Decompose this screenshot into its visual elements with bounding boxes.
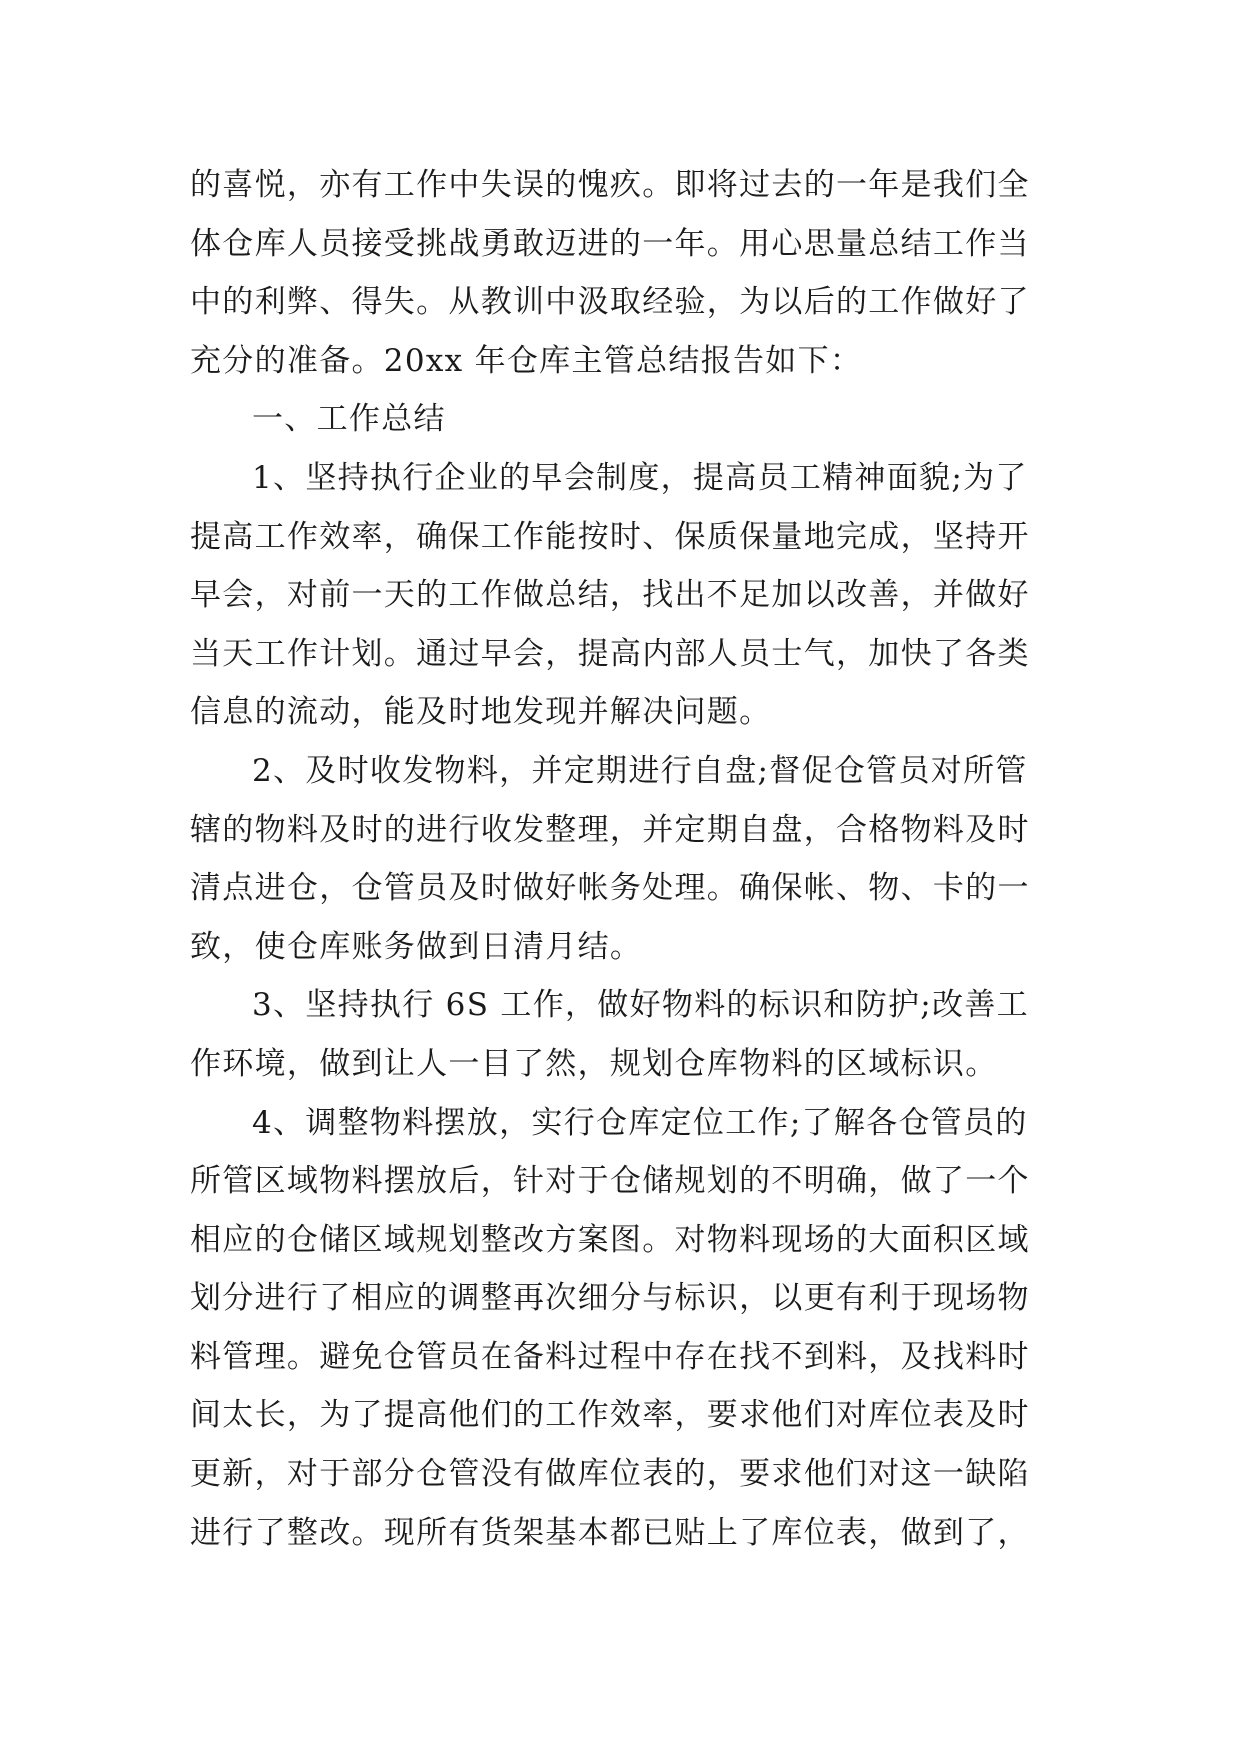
text-line: 致，使仓库账务做到日清月结。: [190, 928, 643, 965]
document-body: [190, 156, 1070, 1562]
text-line: 更新，对于部分仓管没有做库位表的，要求他们对这一缺陷: [190, 1456, 1030, 1493]
text-line: 间太长，为了提高他们的工作效率，要求他们对库位表及时: [190, 1397, 1030, 1434]
paragraph-first-line: 4、调整物料摆放，实行仓库定位工作;了解各仓管员的: [252, 1104, 1028, 1141]
text-line: 划分进行了相应的调整再次细分与标识，以更有利于现场物: [190, 1280, 1030, 1317]
text-line: 相应的仓储区域规划整改方案图。对物料现场的大面积区域: [190, 1221, 1030, 1258]
text-line: 辖的物料及时的进行收发整理，并定期自盘，合格物料及时: [190, 811, 1030, 848]
paragraph-first-line: 一、工作总结: [252, 401, 446, 438]
text-line: 中的利弊、得失。从教训中汲取经验，为以后的工作做好了: [190, 284, 1030, 321]
text-line: 提高工作效率，确保工作能按时、保质保量地完成，坚持开: [190, 518, 1030, 555]
text-line: 当天工作计划。通过早会，提高内部人员士气，加快了各类: [190, 635, 1030, 672]
text-line: 清点进仓，仓管员及时做好帐务处理。确保帐、物、卡的一: [190, 870, 1030, 907]
paragraph-first-line: 3、坚持执行 6S 工作，做好物料的标识和防护;改善工: [252, 987, 1029, 1024]
text-line: 信息的流动，能及时地发现并解决问题。: [190, 694, 772, 731]
text-line: 的喜悦，亦有工作中失误的愧疚。即将过去的一年是我们全: [190, 167, 1030, 203]
text-line: 体仓库人员接受挑战勇敢迈进的一年。用心思量总结工作当: [190, 225, 1030, 262]
text-line: 作环境，做到让人一目了然，规划仓库物料的区域标识。: [190, 1045, 998, 1082]
text-line: 充分的准备。20xx 年仓库主管总结报告如下：: [190, 342, 863, 379]
paragraph-first-line: 2、及时收发物料，并定期进行自盘;督促仓管员对所管: [252, 752, 1028, 789]
text-line: 所管区域物料摆放后，针对于仓储规划的不明确，做了一个: [190, 1163, 1030, 1200]
text-line: 料管理。避免仓管员在备料过程中存在找不到料，及找料时: [190, 1338, 1030, 1375]
text-line: 进行了整改。现所有货架基本都已贴上了库位表，做到了，: [190, 1514, 1030, 1551]
paragraph-first-line: 1、坚持执行企业的早会制度，提高员工精神面貌;为了: [252, 459, 1028, 496]
text-line: 早会，对前一天的工作做总结，找出不足加以改善，并做好: [190, 577, 1030, 614]
